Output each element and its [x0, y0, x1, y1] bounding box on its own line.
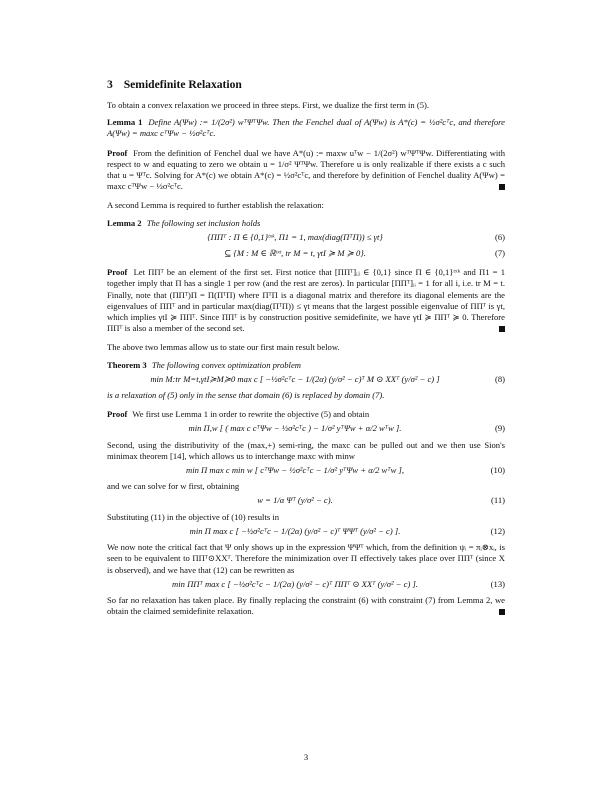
equation-10-number: (10)	[490, 465, 505, 476]
proof-2-text: Let ΠΠᵀ be an element of the first set. First notice that [ΠΠᵀ]ᵢⱼ ∈ {0,1} since Π ∈ {0,1}ᵗˣᵏ and Π1 = 1 together imply that Π has a single 1 per row (and the rest are zeros). In particular [ΠΠᵀ]ᵢᵢ = 1 for all i, i.e. tr M = t. Finally, note that (ΠΠᵀ)Π = Π(ΠᵀΠ) where ΠᵀΠ is a diagonal matrix and therefore its diagonal elements are the eigenvalues of ΠΠᵀ and in particular max(diag(ΠᵀΠ)) ≤ γt means that the largest possible eigenvalue of ΠΠᵀ is γt, which implies γtI ≽ ΠΠᵀ. Since ΠΠᵀ is by construction positive semidefinite, we have γtI ≽ ΠΠᵀ ≽ 0. Therefore ΠΠᵀ is also a member of the second set.	[107, 267, 505, 334]
lemma-1-label: Lemma 1	[107, 117, 143, 128]
proof-3-p6	[107, 595, 505, 617]
theorem-3-after: is a relaxation of (5) only in the sense that domain (6) is replaced by domain (7).	[107, 390, 385, 401]
qed-icon	[499, 184, 505, 190]
proof-1-text: From the definition of Fenchel dual we have A*(u) := maxw uᵀw − 1/(2σ²) wᵀΨᵀΨw. Differentiating with respect to w and equating to zero we obtain u = 1/σ² ΨᵀΨw. Therefore u is only realizable if there exists a c such that u = Ψᵀc. Solving for A*(c) we obtain A*(c) = ½σ²cᵀc, and therefore by definition of Fenchel duality A(Ψw) = maxc cᵀΨw − ½σ²cᵀc.	[107, 147, 505, 192]
equation-7-number: (7)	[494, 248, 505, 259]
equation-8-body: min M:tr M=t,γtI≽M≽0 max c [ −½σ²cᵀc − 1/(2α) (y/σ² − c)ᵀ M ⊙ XXᵀ (y/σ² − c) ]	[150, 373, 440, 384]
qed-icon	[499, 609, 505, 615]
proof-3-text: We first use Lemma 1 in order to rewrite the objective (5) and obtain	[132, 409, 370, 420]
lemma-2-label: Lemma 2	[107, 217, 142, 228]
equation-6	[107, 232, 505, 243]
lemma-2-text: The following set inclusion holds	[146, 217, 261, 228]
proof-3-p3: and we can solve for w first, obtaining	[107, 481, 240, 492]
lemma-2	[107, 218, 505, 260]
proof-1	[107, 148, 505, 193]
equation-9-number: (9)	[494, 423, 505, 434]
intro-paragraph: To obtain a convex relaxation we proceed in three steps. First, we dualize the first term in (5).	[107, 100, 430, 110]
equation-8	[107, 374, 505, 385]
equation-10	[107, 465, 505, 476]
theorem-3-text: The following convex optimization problem	[151, 359, 301, 370]
proof-3-label: Proof	[107, 409, 128, 420]
equation-7-body: ⊆ {M : M ∈ ℝᵗˣᵗ, tr M = t, γtI ≽ M ≽ 0}.	[224, 248, 366, 259]
paper-page	[107, 78, 505, 617]
equation-11	[107, 495, 505, 506]
lemma-1-text: Define A(Ψw) := 1/(2σ²) wᵀΨᵀΨw. Then the Fenchel dual of A(Ψw) is A*(c) = ½σ²cᵀc, and therefore A(Ψw) = maxc cᵀΨw − ½σ²cᵀc.	[107, 117, 505, 139]
equation-13-body: min ΠΠᵀ max c [ −½σ²cᵀc − 1/(2α) (y/σ² − c)ᵀ ΠΠᵀ ⊙ XXᵀ (y/σ² − c) ].	[172, 578, 418, 589]
section-heading	[107, 78, 505, 92]
page-number: 3	[303, 752, 309, 762]
lemma-2-intro: A second Lemma is required to further establish the relaxation:	[107, 200, 324, 211]
equation-13	[107, 579, 505, 590]
equation-6-body: {ΠΠᵀ : Π ∈ {0,1}ᵗˣᵏ, Π1 = 1, max(diag(ΠᵀΠ)) ≤ γt}	[207, 231, 383, 242]
proof-3-p5: We now note the critical fact that Ψ only shows up in the expression ΨΨᵀ which, from the definition ψᵢ = πᵢ⊗xᵢ, is seen to be equivalent to ΠΠᵀ⊙XXᵀ. Therefore the minimization over Π effectively takes place over ΠΠᵀ (since X is observed), and we have that (12) can be rewritten as	[107, 542, 505, 575]
proof-1-label: Proof	[107, 147, 128, 158]
qed-icon	[499, 326, 505, 332]
equation-12-number: (12)	[490, 525, 505, 536]
section-number: 3	[107, 78, 113, 91]
proof-3-p2: Second, using the distributivity of the (max,+) semi-ring, the maxc can be pulled out and we then use Sion's minimax theorem [14], which allows us to interchange maxc with minw	[107, 439, 505, 461]
lemma-1	[107, 117, 505, 139]
equation-11-number: (11)	[491, 495, 505, 506]
equation-13-number: (13)	[490, 578, 505, 589]
theorem-3-label: Theorem 3	[107, 359, 147, 370]
proof-3-p6-text: So far no relaxation has taken place. By finally replacing the constraint (6) with constraint (7) from Lemma 2, we obtain the claimed semidefinite relaxation.	[107, 594, 505, 617]
proof-2-label: Proof	[107, 267, 128, 278]
equation-11-body: w = 1/α Ψᵀ (y/σ² − c).	[257, 495, 333, 506]
between-paragraph: The above two lemmas allow us to state our first main result below.	[107, 342, 340, 353]
equation-12	[107, 526, 505, 537]
theorem-3	[107, 360, 505, 402]
proof-3	[107, 409, 505, 617]
equation-8-number: (8)	[494, 373, 505, 384]
proof-3-p4: Substituting (11) in the objective of (10) results in	[107, 511, 280, 522]
equation-7	[107, 248, 505, 259]
equation-10-body: min Π max c min w [ cᵀΨw − ½σ²cᵀc − 1/σ² yᵀΨw + α/2 wᵀw ],	[186, 465, 404, 476]
equation-6-number: (6)	[494, 231, 505, 242]
section-title: Semidefinite Relaxation	[123, 78, 242, 91]
equation-9	[107, 423, 505, 434]
equation-9-body: min Π,w [ ( max c cᵀΨw − ½σ²cᵀc ) − 1/σ² yᵀΨw + α/2 wᵀw ].	[188, 423, 402, 434]
proof-2	[107, 267, 505, 334]
equation-12-body: min Π max c [ −½σ²cᵀc − 1/(2α) (y/σ² − c)ᵀ ΨΨᵀ (y/σ² − c) ].	[189, 525, 401, 536]
